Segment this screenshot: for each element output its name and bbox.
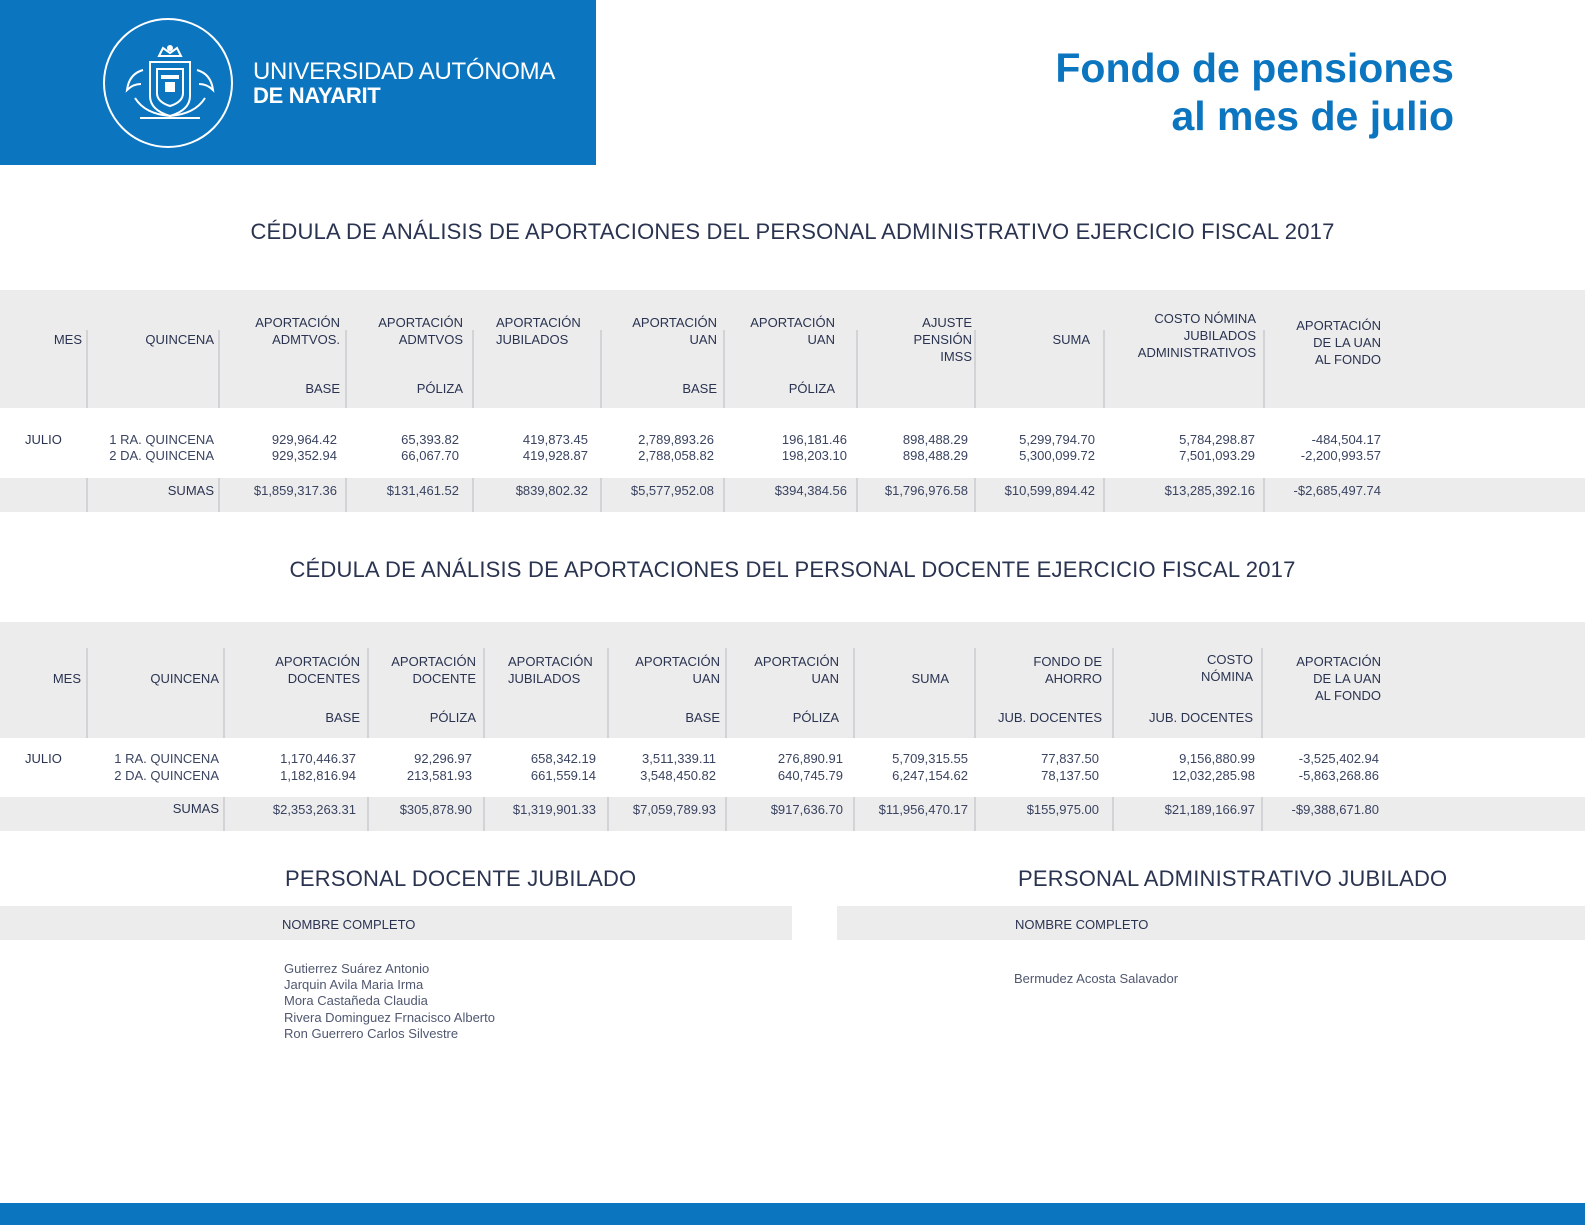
col-sub-base: BASE [325, 710, 360, 725]
col-header-quincena: QUINCENA [145, 332, 214, 347]
col-header-aport-docente-poliza: APORTACIÓN DOCENTE [391, 654, 476, 686]
col-header-costo-nomina: COSTO NÓMINA [1201, 652, 1253, 684]
col-header-aport-uan-base: APORTACIÓN UAN [635, 654, 720, 686]
page-title-line2: al mes de julio [1171, 93, 1454, 139]
col-header-aport-uan-poliza: APORTACIÓN UAN [750, 315, 835, 347]
header-band [0, 0, 596, 165]
col-sub-poliza: PÓLIZA [788, 381, 835, 396]
col-header-mes: MES [52, 671, 81, 686]
col-header-aport-docentes-base: APORTACIÓN DOCENTES [275, 654, 360, 686]
col-header-aport-admtvos-poliza: APORTACIÓN ADMTVOS [378, 315, 463, 347]
list-item: Bermudez Acosta Salavador [1014, 971, 1179, 986]
list-item: Mora Castañeda Claudia [284, 993, 428, 1008]
col-header-aportacion-fondo: APORTACIÓN DE LA UAN AL FONDO [1296, 318, 1381, 367]
col-header-aport-uan-poliza: APORTACIÓN UAN [754, 654, 839, 686]
month-label: JULIO [25, 751, 62, 766]
admin-jubilado-column-header: NOMBRE COMPLETO [1015, 917, 1149, 932]
col-sub-poliza: PÓLIZA [792, 710, 839, 725]
list-item: Gutierrez Suárez Antonio [284, 961, 430, 976]
col-sub-poliza: PÓLIZA [416, 381, 463, 396]
page-title-line1: Fondo de pensiones [1055, 45, 1454, 91]
col-sub-base: BASE [682, 381, 717, 396]
docente-table-heading: CÉDULA DE ANÁLISIS DE APORTACIONES DEL PERSONAL DOCENTE EJERCICIO FISCAL 2017 [289, 557, 1296, 582]
col-header-aport-uan-base: APORTACIÓN UAN [632, 315, 717, 347]
list-item: Jarquin Avila Maria Irma [284, 977, 424, 992]
month-label: JULIO [25, 432, 62, 447]
col-header-aport-jubilados: APORTACIÓN JUBILADOS [496, 315, 581, 347]
admin-jubilado-heading: PERSONAL ADMINISTRATIVO JUBILADO [1018, 866, 1448, 891]
university-name-line1: UNIVERSIDAD AUTÓNOMA [253, 58, 556, 85]
col-sub-poliza: PÓLIZA [429, 710, 476, 725]
docente-jubilado-heading: PERSONAL DOCENTE JUBILADO [285, 866, 637, 891]
col-header-suma: SUMA [1052, 332, 1090, 347]
col-sub-jub-docentes: JUB. DOCENTES [1148, 710, 1253, 725]
col-header-quincena: QUINCENA [150, 671, 219, 686]
col-header-mes: MES [53, 332, 82, 347]
col-header-aport-admtvos-base: APORTACIÓN ADMTVOS. [255, 315, 340, 347]
admin-jubilado-header-band [837, 906, 1585, 940]
col-header-costo-nomina: COSTO NÓMINA JUBILADOS ADMINISTRATIVOS [1137, 311, 1256, 360]
col-header-suma: SUMA [911, 671, 949, 686]
footer-band [0, 1203, 1585, 1225]
col-header-fondo-ahorro: FONDO DE AHORRO [1033, 654, 1102, 686]
university-name-line2: DE NAYARIT [253, 83, 381, 108]
university-crest-icon [105, 20, 235, 150]
university-logo [103, 18, 233, 148]
docente-jubilado-column-header: NOMBRE COMPLETO [282, 917, 416, 932]
col-header-aport-jubilados: APORTACIÓN JUBILADOS [508, 654, 593, 686]
col-sub-base: BASE [685, 710, 720, 725]
col-sub-jub-docentes: JUB. DOCENTES [997, 710, 1102, 725]
col-header-aportacion-fondo: APORTACIÓN DE LA UAN AL FONDO [1296, 654, 1381, 703]
list-item: Rivera Dominguez Frnacisco Alberto [284, 1010, 495, 1025]
page-title [1055, 44, 1454, 140]
list-item: Ron Guerrero Carlos Silvestre [284, 1026, 459, 1041]
col-sub-base: BASE [305, 381, 340, 396]
col-header-ajuste-pension-imss: AJUSTE PENSIÓN IMSS [913, 315, 972, 364]
admin-table-heading: CÉDULA DE ANÁLISIS DE APORTACIONES DEL PERSONAL ADMINISTRATIVO EJERCICIO FISCAL 2017 [250, 219, 1335, 244]
